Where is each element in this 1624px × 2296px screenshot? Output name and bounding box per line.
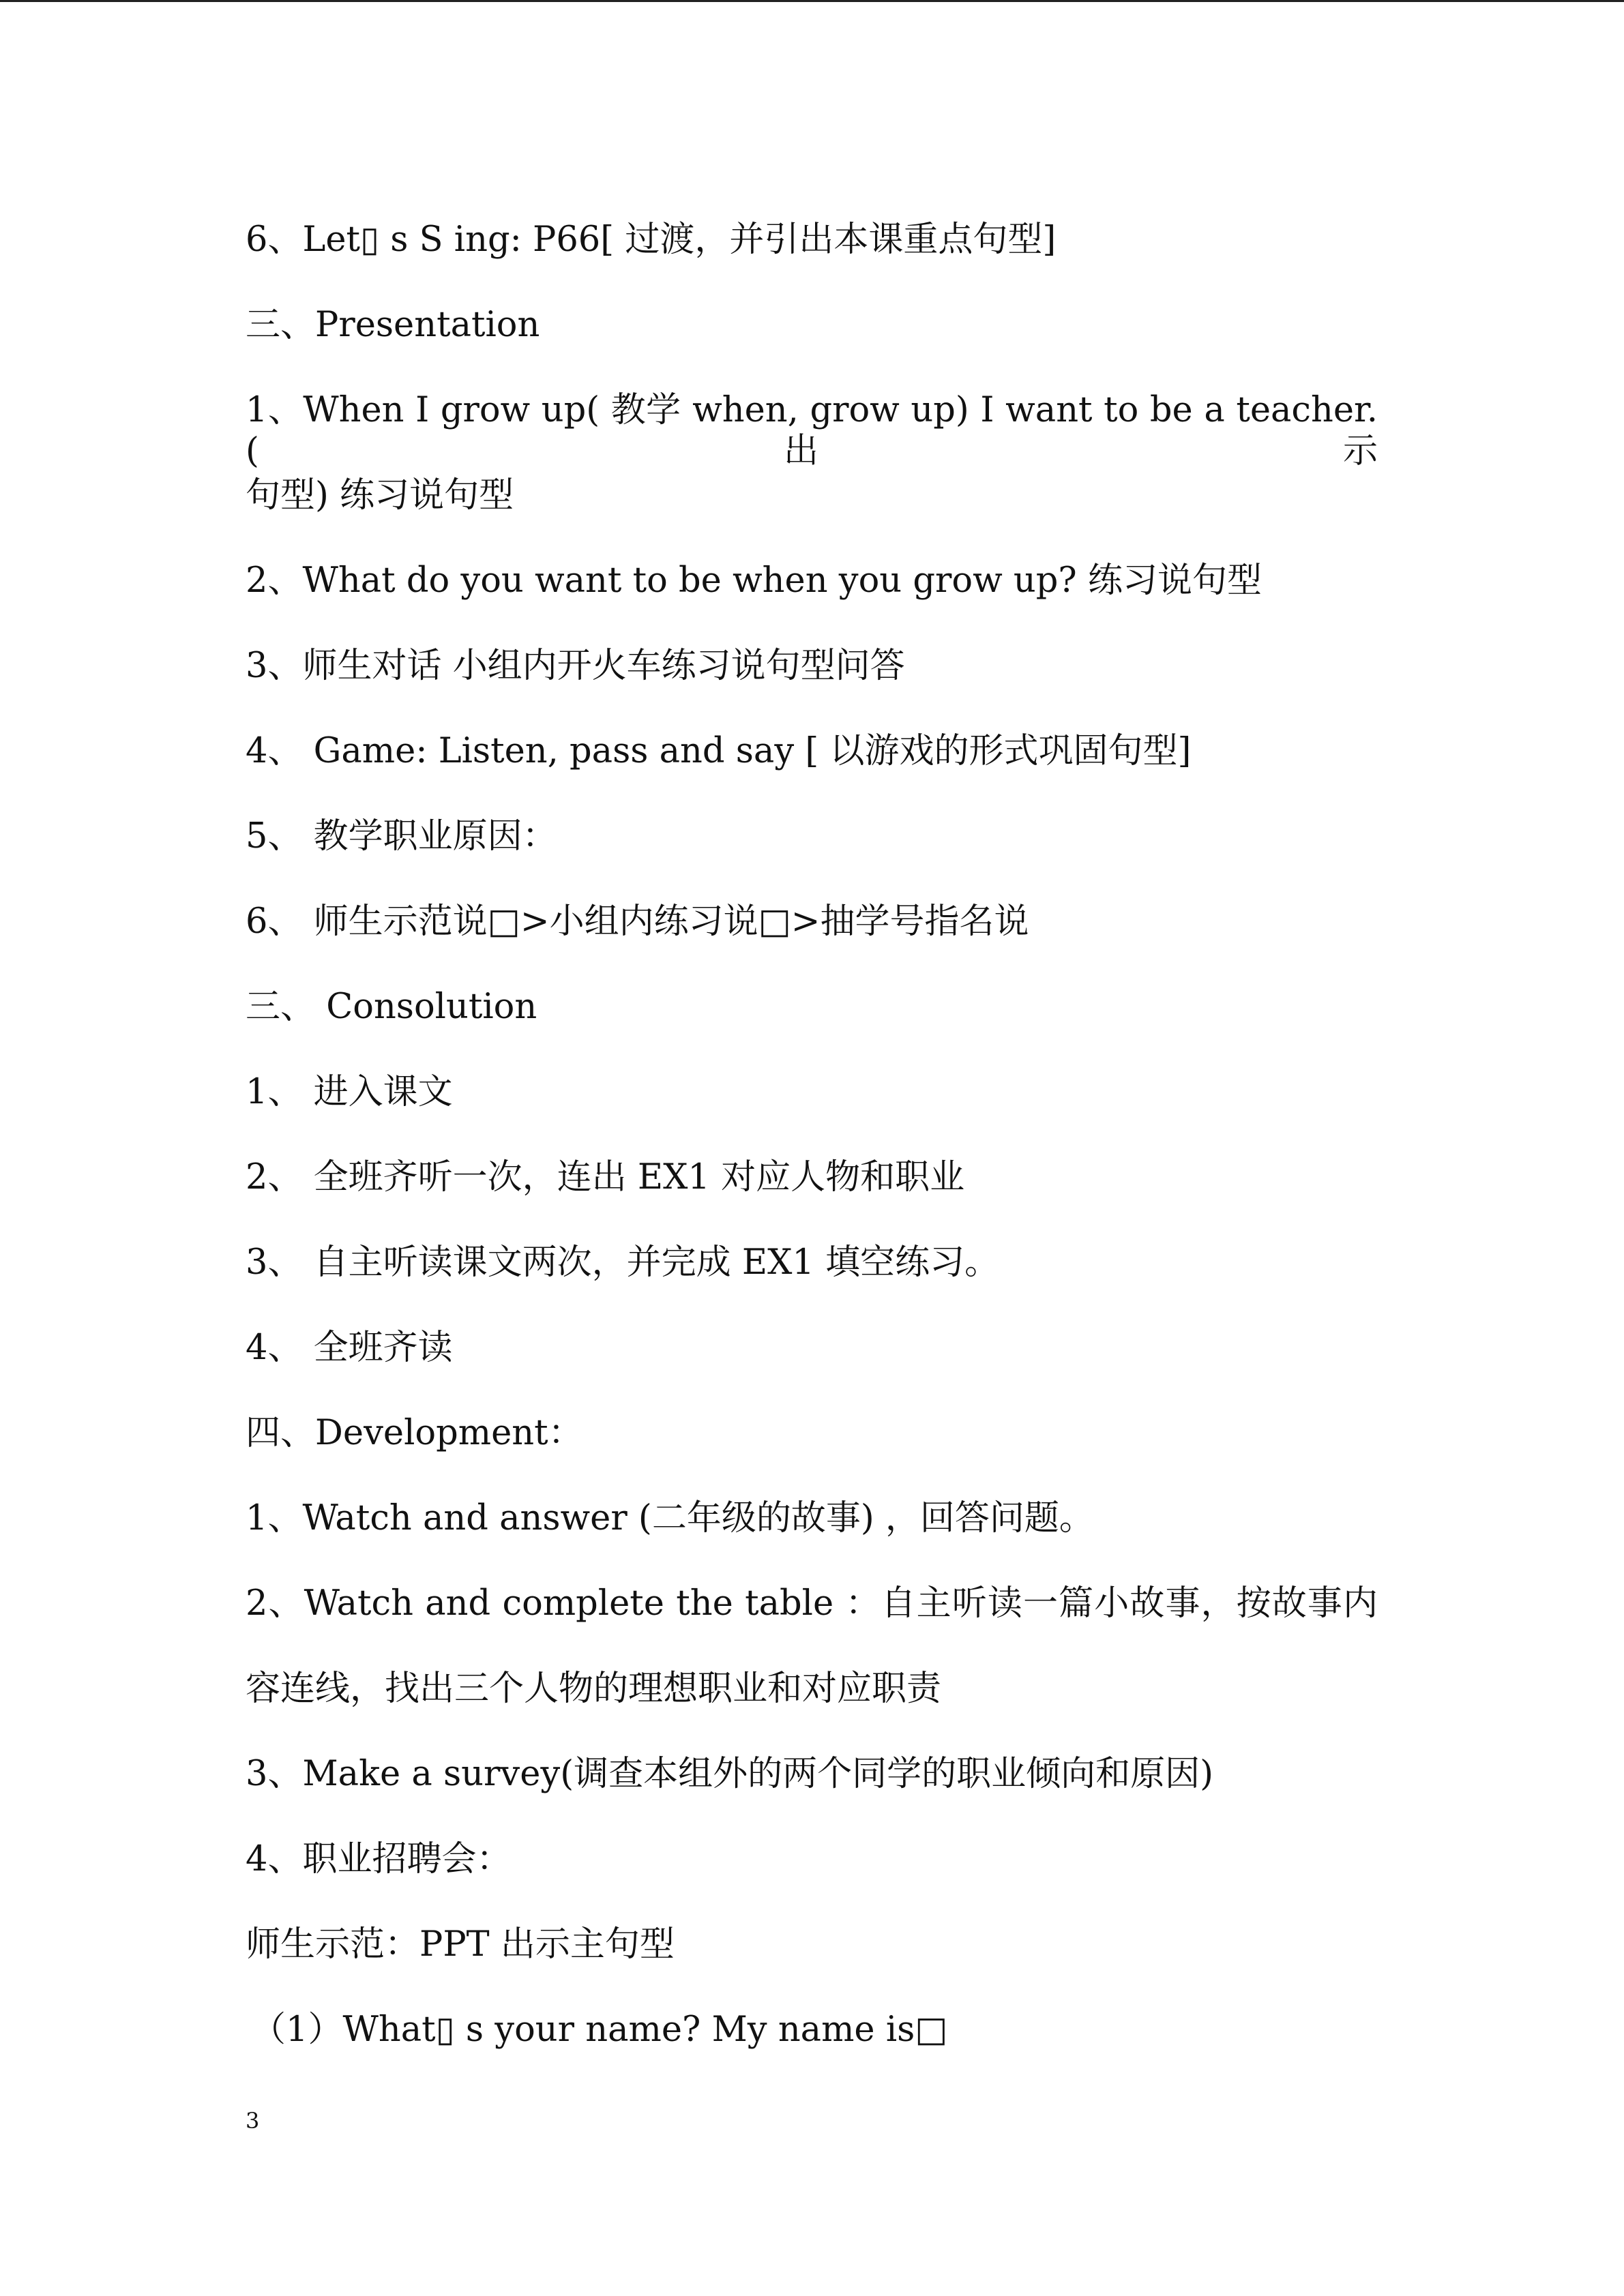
text-line-1: 6、Let▯ s S ing: P66[ 过渡，并引出本课重点句型] <box>246 220 1057 260</box>
text-line-7: 4、 Game: Listen, pass and say [ 以游戏的形式巩固句型] <box>246 731 1192 771</box>
page-number: 3 <box>246 2108 260 2134</box>
text-line-12: 2、 全班齐听一次，连出 EX1 对应人物和职业 <box>246 1157 965 1197</box>
text-line-22: （1）What▯ s your name? My name is□ <box>251 2010 948 2050</box>
text-line-18: 容连线，找出三个人物的理想职业和对应职责 <box>246 1669 942 1709</box>
text-line-14: 4、 全班齐读 <box>246 1328 453 1368</box>
text-line-19: 3、Make a survey(调查本组外的两个同学的职业倾向和原因) <box>246 1754 1213 1794</box>
text-line-10: 三、 Consolution <box>246 987 537 1027</box>
text-line-20: 4、职业招聘会： <box>246 1839 512 1879</box>
text-line-4: 句型) 练习说句型 <box>246 475 514 516</box>
text-line-2: 三、Presentation <box>246 305 540 345</box>
text-line-9: 6、 师生示范说□>小组内练习说□>抽学号指名说 <box>246 901 1029 942</box>
text-line-6: 3、师生对话 小组内开火车练习说句型问答 <box>246 646 905 686</box>
text-line-13: 3、 自主听读课文两次，并完成 EX1 填空练习。 <box>246 1242 1000 1283</box>
text-line-8: 5、 教学职业原因： <box>246 816 557 856</box>
text-line-5: 2、What do you want to be when you grow up? 练习说句型 <box>246 561 1262 601</box>
text-line-17: 2、Watch and complete the table ：自主听读一篇小故事，按故事内 <box>246 1583 1378 1624</box>
text-line-21: 师生示范：PPT 出示主句型 <box>246 1924 675 1965</box>
text-line-15: 四、Development： <box>246 1413 583 1453</box>
text-line-11: 1、 进入课文 <box>246 1072 453 1112</box>
text-line-3: 1、When I grow up( 教学 when, grow up) I want to be a teacher.(出示 <box>246 390 1378 471</box>
text-line-16: 1、Watch and answer (二年级的故事) ，回答问题。 <box>246 1498 1094 1538</box>
